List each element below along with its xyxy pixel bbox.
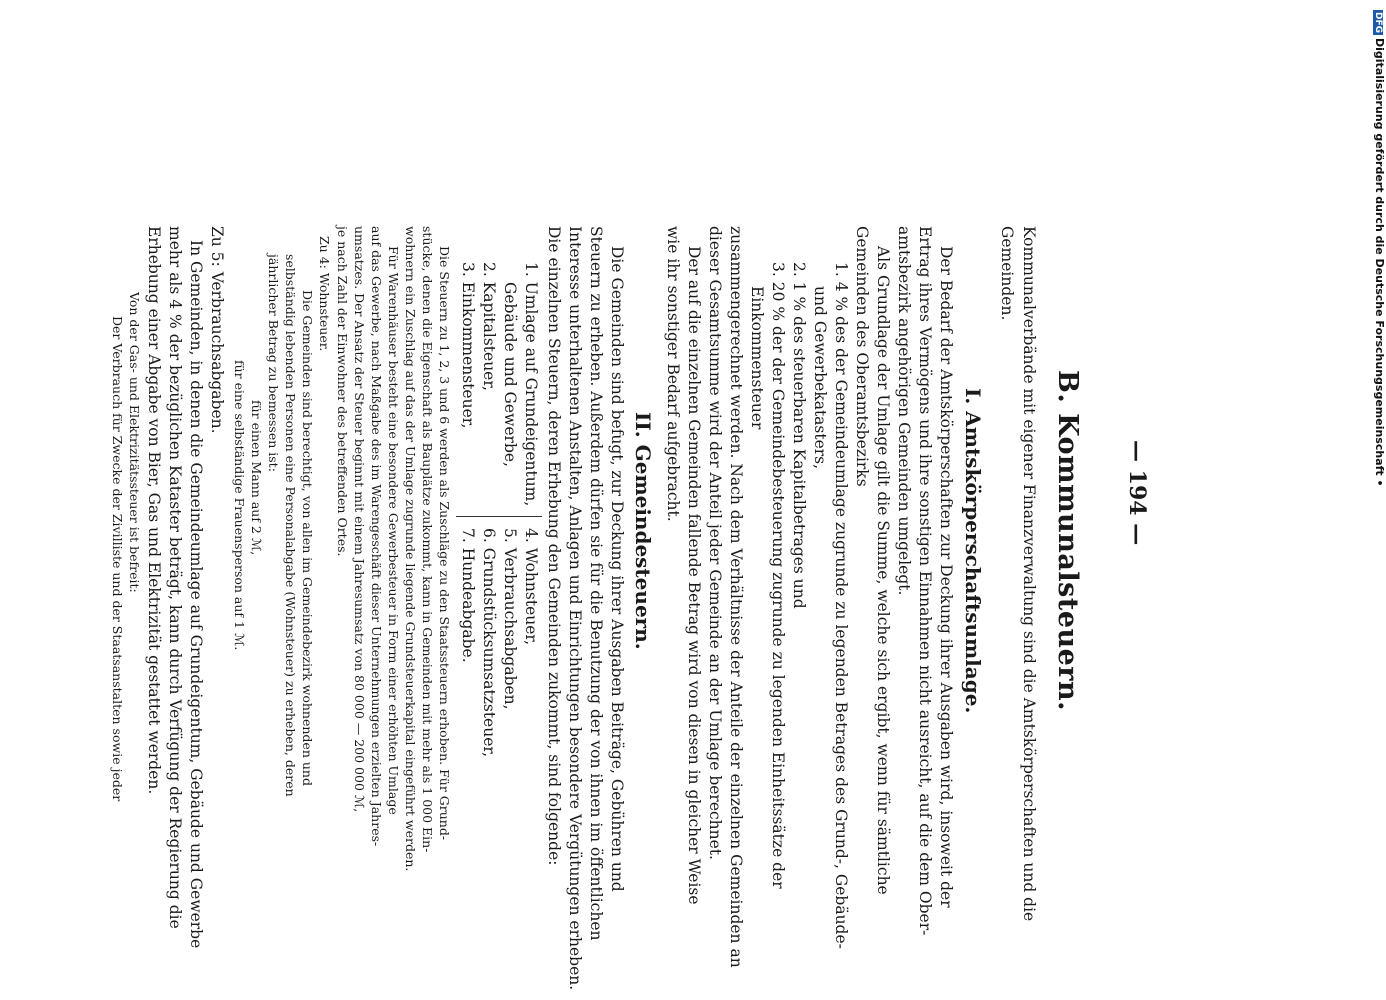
tax-list-item: 4. Wohnsteuer, [522, 528, 540, 646]
tax-list-item: Gebäude und Gewerbe, [501, 282, 519, 467]
rate-line: für einen Mann auf 2 ℳ, [249, 400, 264, 556]
small-print-line: Für Warenhäuser besteht eine besondere Gewerbesteuer in Form einer erhöhten Umlage [386, 246, 401, 815]
paragraph-line: Interesse unterhaltenen Anstalten, Anlagen und Einrichtungen besondere Vergütungen erheben. [566, 226, 584, 991]
list-item: Einkommensteuer [748, 286, 766, 430]
small-print-line: jährlicher Betrag zu bemessen ist: [266, 254, 281, 472]
rate-line: für eine selbständige Frauensperson auf 1 ℳ. [232, 360, 247, 651]
small-print-line: Der Verbrauch für Zwecke der Zivilliste und der Staatsanstalten sowie jeder [110, 316, 125, 802]
paragraph-line: dieser Gesamtsumme wird der Anteil jeder Gemeinde an der Umlage berechnet. [706, 226, 724, 860]
paragraph-line: zusammengerechnet werden. Nach dem Verhältnisse der Anteile der einzelnen Gemeinden an [727, 226, 745, 968]
page-number: — 194 — [1124, 440, 1150, 546]
small-print-line: Die Steuern zu 1, 2, 3 und 6 werden als Zuschläge zu den Staatssteuern erhoben. Für Grund- [437, 246, 452, 841]
list-item: 3. 20 % der der Gemeindebesteuerung zugrunde zu legenden Einheitssätze der [769, 262, 787, 889]
list-item: und Gewerbekatasters, [811, 286, 829, 470]
tax-list-item: 3. Einkommensteuer, [459, 262, 477, 429]
paragraph-line: Ertrag ihres Vermögens und ihre sonstigen Einnahmen nicht ausreicht, auf die dem Ober- [916, 226, 934, 936]
small-print-line: auf das Gewerbe, nach Maßgabe des im Warengeschäft dieser Unternehmungen erzielten Jahres- [369, 226, 384, 847]
tax-list-item: 2. Kapitalsteuer, [480, 262, 498, 391]
small-print-line: Von der Gas- und Elektrizitätssteuer ist befreit: [127, 292, 142, 593]
dfg-credit [1366, 10, 1386, 487]
credit-text: Digitalisierung gefördert durch die Deutsche Forschungsgemeinschaft • [1373, 38, 1386, 487]
paragraph-line: Erhebung einer Abgabe von Bier, Gas und Elektrizität gestattet werden. [145, 226, 163, 795]
small-print-line: selbständig lebenden Personen eine Personalabgabe (Wohnsteuer) zu erheben, deren [283, 254, 298, 797]
list-item: 1. 4 % des der Gemeindeumlage zugrunde zu legenden Betrages des Grund-, Gebäude- [832, 262, 850, 949]
small-print-line: stücke, denen die Eigenschaft als Bauplätze zukommt, kann in Gemeinden mit mehr als 1 000 Ein- [420, 226, 435, 853]
rotated-document-page [108, 0, 1208, 1000]
intro-line: Kommunalverbände mit eigener Finanzverwaltung sind die Amtskörperschaften und die [1020, 226, 1038, 922]
small-print-line: je nach Zahl der Einwohner des betreffenden Ortes. [335, 226, 350, 557]
tax-list-item: 6. Grundstücksumsatzsteuer, [480, 528, 498, 758]
paragraph-line: wie ihr sonstiger Bedarf aufgebracht. [664, 226, 682, 522]
paragraph-line: amtsbezirk angehörigen Gemeinden umgelegt. [895, 226, 913, 596]
paragraph-line: Steuern zu erheben. Außerdem dürfen sie für die Benutzung der von ihnen im öffentlichen [587, 226, 605, 941]
small-print-line: umsatzes. Der Ansatz der Steuer beginnt mit einem Jahresumsatz von 80 000 — 200 000 ℳ, [352, 226, 367, 813]
paragraph-line: Als Grundlage der Umlage gilt die Summe, welche sich ergibt, wenn für sämtliche [874, 246, 892, 895]
section-heading: II. Gemeindesteuern. [631, 412, 655, 650]
dfg-logo-icon: DFG [1373, 12, 1383, 34]
paragraph-line: Der Bedarf der Amtskörperschaften zur Deckung ihrer Ausgaben wird, insoweit der [937, 246, 955, 908]
tax-list-item: 1. Umlage auf Grundeigentum, [522, 262, 540, 507]
subsection-heading: Zu 5: Verbrauchsabgaben. [208, 226, 226, 434]
paragraph-line: Gemeinden des Oberamtsbezirks [853, 226, 871, 487]
small-print-line: Die Gemeinden sind berechtigt, von allen im Gemeindebezirk wohnenden und [300, 290, 315, 786]
paragraph-line: mehr als 4 % der bezüglichen Kataster beträgt, kann durch Verfügung der Regierung die [166, 226, 184, 929]
paragraph-line: Der auf die einzelnen Gemeinden fallende Betrag wird von diesen in gleicher Weise [685, 246, 703, 905]
document-title: B. Kommunalsteuern. [1052, 370, 1083, 712]
list-item: 2. 1 % des steuerbaren Kapitalbetrages und [790, 262, 808, 609]
paragraph-line: Die einzelnen Steuern, deren Erhebung den Gemeinden zukommt, sind folgende: [545, 226, 563, 866]
paragraph-line: Die Gemeinden sind befugt, zur Deckung ihrer Ausgaben Beiträge, Gebühren und [608, 246, 626, 892]
intro-line: Gemeinden. [998, 226, 1016, 321]
section-heading: I. Amtskörperschaftsumlage. [961, 388, 985, 714]
subsection-heading: Zu 4: Wohnsteuer. [317, 236, 332, 352]
paragraph-line: In Gemeinden, in denen die Gemeindeumlage auf Grundeigentum, Gebäude und Gewerbe [187, 240, 205, 949]
column-divider [456, 516, 542, 517]
tax-list-item: 5. Verbrauchsabgaben, [501, 528, 519, 710]
small-print-line: wohnern ein Zuschlag auf das der Umlage zugrunde liegende Grundsteuerkapital eingeführt werden. [403, 226, 418, 872]
tax-list-item: 7. Hundeabgabe. [459, 528, 477, 663]
